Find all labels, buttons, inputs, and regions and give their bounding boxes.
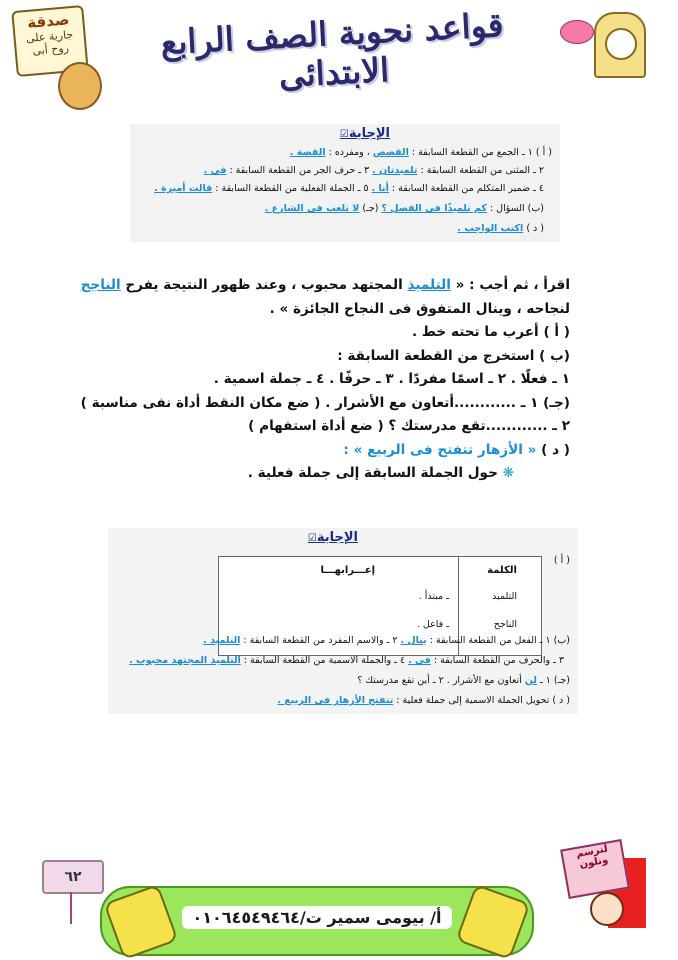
answer-heading-text: الإجابة [348, 126, 390, 141]
question-b-items: ١ ـ فعلًا . ٢ ـ اسمًا مفردًا . ٣ ـ حرفًا . ٤ ـ جملة اسمية . [213, 371, 570, 387]
sign-line-1: صدقة [26, 10, 70, 32]
page-number-stick [70, 892, 72, 924]
checkbox-icon: ☑ [307, 533, 317, 544]
answer2-line-3: (جـ) ١ ـ لن أتعاون مع الأشرار . ٢ ـ أين تقع مدرستك ؟ [357, 675, 570, 686]
scroll-left-icon [103, 884, 178, 960]
answer-heading-1 [338, 126, 390, 141]
page-title: قواعد نحوية الصف الرابع الابتدائى [159, 5, 505, 95]
kid-sign-board: لنرسم ونلون [560, 839, 630, 899]
question-c2: ٢ ـ ............تقع مدرستك ؟ ( ضع أداة استفهام ) [248, 418, 570, 434]
question-c1: (جـ) ١ ـ ............أتعاون مع الأشرار . ( ضع مكان النقط أداة نفى مناسبة ) [80, 394, 570, 411]
author-banner [100, 886, 534, 956]
kid-head-icon [590, 892, 624, 926]
question-d-task: ❋ حول الجملة السابقة إلى جملة فعلية . [247, 465, 514, 481]
author-credit: أ/ بيومى سمير ت/٠١٠٦٤٥٤٩٤٦٤ [182, 906, 452, 929]
table-row-1-parse: ـ مبتدأ . [418, 591, 449, 602]
answer1-line-1: ( أ ) ١ ـ الجمع من القطعة السابقة : القصص ، ومفرده : القصة . [289, 147, 552, 158]
question-line-1: اقرأ ، ثم أجب : « التلميذ المجتهد محبوب ، وعند ظهور النتيجة يفرح الناجح [80, 277, 570, 293]
answer1-line-2: ٢ ـ المثنى من القطعة السابقة : تلميذتان . ٣ ـ حرف الجر من القطعة السابقة : فى . [203, 165, 544, 176]
table-header-word: الكلمة [487, 565, 517, 576]
sign-line-3: روح أبى [31, 41, 70, 58]
question-line-2: لنجاحه ، وينال المتفوق فى النجاح الجائزة » . [269, 300, 570, 317]
page-number: ٦٢ [42, 860, 104, 894]
answer-block-2 [108, 528, 578, 714]
question-block [80, 274, 570, 486]
table-row-2-word: الناجح [493, 619, 517, 630]
underlined-word-1: التلميذ [407, 277, 451, 293]
answer1-line-5: ( د ) اكتب الواجب . [457, 223, 544, 234]
table-header-parse: إعـــرابهـــا [320, 565, 375, 576]
answer-heading-2 [306, 530, 358, 545]
table-row-2-parse: ـ فاعل . [416, 619, 449, 630]
table-row-1-word: التلميذ [492, 591, 517, 602]
underlined-word-2: الناجح [80, 277, 121, 293]
question-a: ( أ ) أعرب ما تحته خط . [411, 324, 570, 340]
checkbox-icon: ☑ [339, 129, 349, 140]
cuckoo-clock-icon [594, 12, 646, 78]
star-bullet-icon: ❋ [502, 465, 514, 481]
answer2-line-1: (ب) ١ ـ الفعل من القطعة السابقة : ينال . ٢ ـ والاسم المفرد من القطعة السابقة : التلميذ . [203, 635, 570, 646]
kid-with-sign-icon [560, 838, 650, 948]
answer-block-1 [130, 124, 560, 242]
answer2-line-2: ٣ ـ والحرف من القطعة السابقة : فى . ٤ ـ والجملة الاسمية من القطعة السابقة : التلميذ المجتهد محبوب . [129, 655, 564, 666]
clock-face [605, 28, 637, 60]
bird-icon [560, 20, 594, 44]
sign-line-2: جارية على [25, 27, 74, 46]
question-d: ( د ) « الأزهار تتفتح فى الربيع » : [343, 441, 570, 458]
answer1-line-3: ٤ ـ ضمير المتكلم من القطعة السابقة : أنا . ٥ ـ الجملة الفعلية من القطعة السابقة : قالت أميرة . [154, 183, 544, 194]
answer1-line-4: (ب) السؤال : كم تلميذًا فى الفصل ؟ (جـ) لا تلعب فى الشارع . [264, 203, 544, 214]
answer-heading-text: الإجابة [316, 530, 358, 545]
answer2-label-a: ( أ ) [553, 555, 570, 566]
answer2-line-4: ( د ) تحويل الجملة الاسمية إلى جملة فعلية : تتفتح الأزهار فى الربيع . [277, 695, 570, 706]
bear-icon [58, 62, 102, 110]
scroll-right-icon [455, 884, 530, 960]
question-b: (ب ) استخرج من القطعة السابقة : [337, 347, 570, 364]
